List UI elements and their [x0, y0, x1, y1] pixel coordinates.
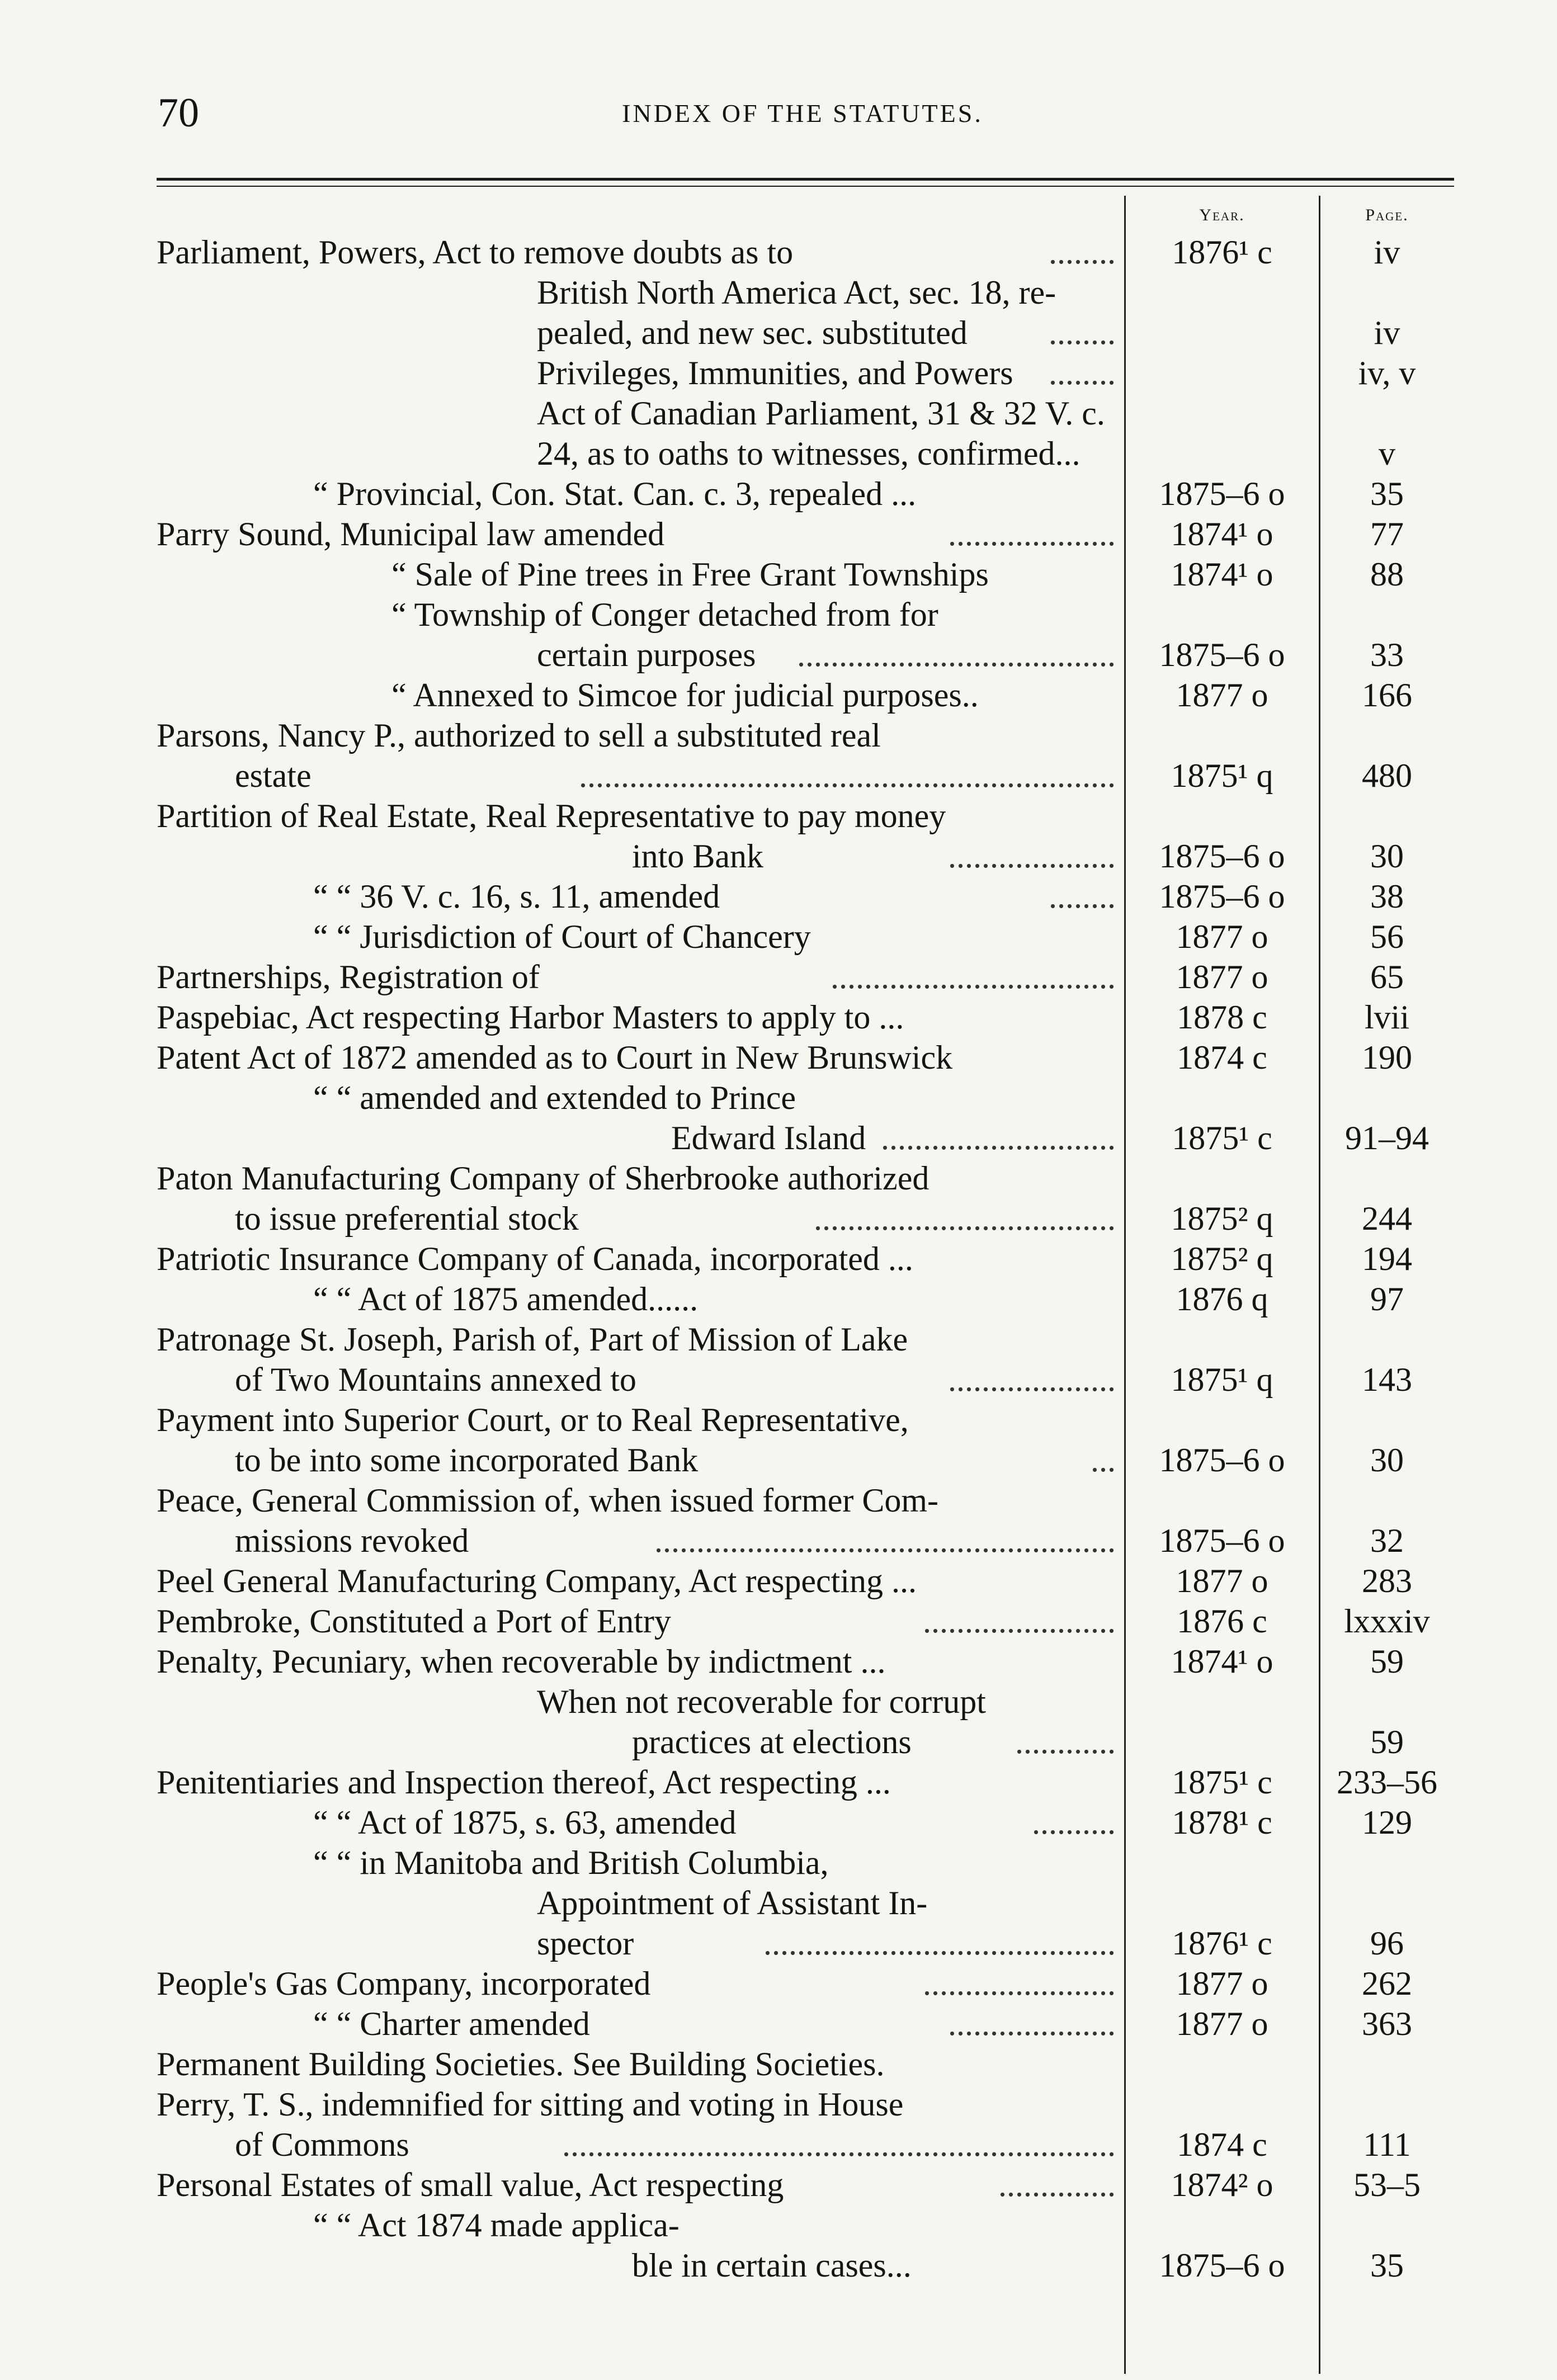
- leader-dots: ........: [1049, 234, 1116, 271]
- entry-subject: Privileges, Immunities, and Powers: [537, 355, 1013, 391]
- entry-page: 59: [1370, 1643, 1404, 1680]
- entry-subject: Paspebiac, Act respecting Harbor Masters to apply to ...: [157, 999, 904, 1036]
- leader-dots: ................................................................: [579, 757, 1116, 794]
- entry-year: 1878 c: [1177, 999, 1267, 1036]
- index-entry-row: [0, 474, 1557, 514]
- index-entry-row: [0, 393, 1557, 433]
- index-entry-row: [0, 1078, 1557, 1118]
- entry-page: 480: [1362, 757, 1412, 794]
- index-entry-row: [0, 1561, 1557, 1601]
- entry-subject: Appointment of Assistant In-: [537, 1885, 928, 1921]
- page-number: 70: [158, 90, 199, 136]
- entry-subject: People's Gas Company, incorporated: [157, 1965, 651, 2002]
- entry-year: 1874 c: [1177, 1039, 1267, 1076]
- leader-dots: ....................: [948, 516, 1116, 552]
- index-entry-row: [0, 1682, 1557, 1722]
- entry-subject: of Two Mountains annexed to: [235, 1361, 636, 1398]
- entry-page: lvii: [1364, 999, 1409, 1036]
- entry-page: 190: [1362, 1039, 1412, 1076]
- entry-subject: ble in certain cases...: [632, 2247, 912, 2284]
- entry-subject: into Bank: [632, 838, 763, 875]
- entry-subject: Penitentiaries and Inspection thereof, Act respecting ...: [157, 1764, 891, 1801]
- entry-page: 35: [1370, 475, 1404, 512]
- index-entry-row: [0, 1802, 1557, 1843]
- index-entry-row: [0, 1279, 1557, 1319]
- index-entry-row: [0, 594, 1557, 635]
- entry-page: 363: [1362, 2005, 1412, 2042]
- index-entry-row: [0, 1440, 1557, 1480]
- entry-year: 1874 c: [1177, 2126, 1267, 2163]
- index-entry-row: [0, 917, 1557, 957]
- index-entry-row: [0, 2245, 1557, 2285]
- entry-subject: practices at elections: [632, 1723, 912, 1760]
- index-entry-row: [0, 272, 1557, 313]
- entry-subject: Perry, T. S., indemnified for sitting and voting in House: [157, 2086, 904, 2123]
- entry-year: 1875² q: [1171, 1240, 1273, 1277]
- entry-year: 1877 o: [1176, 1965, 1268, 2002]
- index-entry-row: [0, 1319, 1557, 1359]
- entry-subject: certain purposes: [537, 636, 756, 673]
- entry-subject: “ “ Charter amended: [313, 2005, 590, 2042]
- index-entry-row: [0, 2004, 1557, 2044]
- entry-page: 233–56: [1337, 1764, 1437, 1801]
- index-entry-row: [0, 313, 1557, 353]
- leader-dots: ............................: [881, 1120, 1116, 1156]
- entry-page: 96: [1370, 1925, 1404, 1962]
- index-entry-row: [0, 1520, 1557, 1561]
- index-entry-row: [0, 1923, 1557, 1963]
- entry-subject: Permanent Building Societies. See Building Societies.: [157, 2046, 885, 2082]
- entry-page: iv, v: [1358, 355, 1416, 391]
- entry-year: 1877 o: [1176, 677, 1268, 714]
- entry-subject: “ Annexed to Simcoe for judicial purposes..: [391, 677, 979, 714]
- entry-subject: missions revoked: [235, 1522, 469, 1559]
- index-entry-row: [0, 1883, 1557, 1923]
- entry-subject: Act of Canadian Parliament, 31 & 32 V. c.: [537, 395, 1105, 432]
- leader-dots: ........: [1049, 355, 1116, 391]
- entry-year: 1875–6 o: [1159, 1442, 1285, 1479]
- entry-year: 1875–6 o: [1159, 878, 1285, 915]
- leader-dots: .......................: [923, 1603, 1116, 1640]
- entry-subject: Payment into Superior Court, or to Real Representative,: [157, 1401, 909, 1438]
- entry-page: 53–5: [1353, 2166, 1421, 2203]
- index-entry-row: [0, 232, 1557, 272]
- index-entry-row: [0, 1158, 1557, 1198]
- index-entry-row: [0, 1722, 1557, 1762]
- entry-subject: estate: [235, 757, 312, 794]
- column-header-page: Page.: [1365, 206, 1409, 224]
- entry-subject: Patriotic Insurance Company of Canada, incorporated ...: [157, 1240, 913, 1277]
- entry-subject: Pembroke, Constituted a Port of Entry: [157, 1603, 671, 1640]
- leader-dots: ....................: [948, 1361, 1116, 1398]
- entry-year: 1876 q: [1176, 1281, 1268, 1318]
- entry-page: v: [1379, 435, 1395, 472]
- index-entry-row: [0, 433, 1557, 474]
- entry-subject: “ Sale of Pine trees in Free Grant Townships: [391, 556, 989, 593]
- leader-dots: ........: [1049, 878, 1116, 915]
- entry-page: 59: [1370, 1723, 1404, 1760]
- entry-year: 1875¹ c: [1172, 1120, 1272, 1156]
- index-entry-row: [0, 1843, 1557, 1883]
- entry-year: 1877 o: [1176, 2005, 1268, 2042]
- entry-subject: to issue preferential stock: [235, 1200, 579, 1237]
- entry-year: 1876¹ c: [1172, 1925, 1272, 1962]
- index-entry-row: [0, 2044, 1557, 2084]
- header-rule: [157, 178, 1454, 181]
- entry-subject: When not recoverable for corrupt: [537, 1683, 986, 1720]
- entry-page: 97: [1370, 1281, 1404, 1318]
- index-entry-row: [0, 1400, 1557, 1440]
- entry-subject: Partition of Real Estate, Real Representative to pay money: [157, 797, 946, 834]
- index-entry-row: [0, 997, 1557, 1037]
- entry-subject: “ “ Jurisdiction of Court of Chancery: [313, 918, 811, 955]
- leader-dots: .......................................................: [654, 1522, 1116, 1559]
- entry-page: 56: [1370, 918, 1404, 955]
- entry-subject: “ “ Act of 1875 amended......: [313, 1281, 699, 1318]
- entry-subject: to be into some incorporated Bank: [235, 1442, 699, 1479]
- index-entry-row: [0, 514, 1557, 554]
- entry-page: 194: [1362, 1240, 1412, 1277]
- leader-dots: ..................................................................: [562, 2126, 1116, 2163]
- index-entry-row: [0, 1963, 1557, 2004]
- entry-subject: Edward Island: [671, 1120, 866, 1156]
- entry-page: 32: [1370, 1522, 1404, 1559]
- entry-year: 1874² o: [1171, 2166, 1273, 2203]
- entry-subject: Partnerships, Registration of: [157, 958, 540, 995]
- entry-year: 1877 o: [1176, 958, 1268, 995]
- entry-page: 91–94: [1345, 1120, 1429, 1156]
- entry-subject: “ Township of Conger detached from for: [391, 596, 938, 633]
- index-entry-row: [0, 876, 1557, 917]
- entry-page: 88: [1370, 556, 1404, 593]
- entry-page: iv: [1374, 314, 1400, 351]
- entry-year: 1875–6 o: [1159, 1522, 1285, 1559]
- entry-subject: Patent Act of 1872 amended as to Court in New Brunswick: [157, 1039, 953, 1076]
- entry-year: 1877 o: [1176, 918, 1268, 955]
- entry-subject: Penalty, Pecuniary, when recoverable by indictment ...: [157, 1643, 886, 1680]
- entry-year: 1874¹ o: [1171, 516, 1273, 552]
- entry-year: 1875–6 o: [1159, 636, 1285, 673]
- entry-year: 1875¹ q: [1171, 1361, 1273, 1398]
- entry-subject: Personal Estates of small value, Act respecting: [157, 2166, 784, 2203]
- entry-page: 143: [1362, 1361, 1412, 1398]
- leader-dots: ......................................: [797, 636, 1116, 673]
- index-entries: [0, 232, 1557, 2285]
- leader-dots: ....................: [948, 2005, 1116, 2042]
- index-entry-row: [0, 2165, 1557, 2205]
- entry-subject: “ Provincial, Con. Stat. Can. c. 3, repealed ...: [313, 475, 917, 512]
- entry-subject: “ “ Act of 1875, s. 63, amended: [313, 1804, 737, 1841]
- index-entry-row: [0, 957, 1557, 997]
- entry-subject: Parry Sound, Municipal law amended: [157, 516, 665, 552]
- index-entry-row: [0, 353, 1557, 393]
- running-title: INDEX OF THE STATUTES.: [622, 99, 983, 128]
- index-entry-row: [0, 1118, 1557, 1158]
- entry-page: 33: [1370, 636, 1404, 673]
- index-entry-row: [0, 715, 1557, 755]
- leader-dots: ........: [1049, 314, 1116, 351]
- index-entry-row: [0, 1239, 1557, 1279]
- entry-page: 77: [1370, 516, 1404, 552]
- entry-page: 129: [1362, 1804, 1412, 1841]
- entry-year: 1875–6 o: [1159, 2247, 1285, 2284]
- entry-year: 1874¹ o: [1171, 556, 1273, 593]
- index-entry-row: [0, 2084, 1557, 2124]
- entry-year: 1876 c: [1177, 1603, 1267, 1640]
- entry-subject: “ “ in Manitoba and British Columbia,: [313, 1844, 829, 1881]
- index-entry-row: [0, 755, 1557, 796]
- entry-year: 1877 o: [1176, 1562, 1268, 1599]
- entry-year: 1874¹ o: [1171, 1643, 1273, 1680]
- index-entry-row: [0, 1037, 1557, 1078]
- index-entry-row: [0, 675, 1557, 715]
- entry-subject: of Commons: [235, 2126, 409, 2163]
- column-header-year: Year.: [1199, 206, 1245, 224]
- entry-year: 1875–6 o: [1159, 475, 1285, 512]
- index-entry-row: [0, 554, 1557, 594]
- entry-subject: Paton Manufacturing Company of Sherbrooke authorized: [157, 1160, 930, 1197]
- entry-page: 283: [1362, 1562, 1412, 1599]
- leader-dots: ............: [1015, 1723, 1116, 1760]
- entry-year: 1878¹ c: [1172, 1804, 1272, 1841]
- entry-page: 65: [1370, 958, 1404, 995]
- entry-year: 1875–6 o: [1159, 838, 1285, 875]
- entry-subject: “ “ amended and extended to Prince: [313, 1079, 796, 1116]
- entry-page: 262: [1362, 1965, 1412, 2002]
- entry-subject: “ “ 36 V. c. 16, s. 11, amended: [313, 878, 720, 915]
- entry-subject: spector: [537, 1925, 634, 1962]
- entry-subject: “ “ Act 1874 made applica-: [313, 2207, 680, 2244]
- index-entry-row: [0, 1198, 1557, 1239]
- leader-dots: ..................................: [831, 958, 1116, 995]
- entry-page: 30: [1370, 838, 1404, 875]
- index-entry-row: [0, 1641, 1557, 1682]
- header-rule-thin: [157, 186, 1454, 187]
- index-entry-row: [0, 2205, 1557, 2245]
- entry-subject: 24, as to oaths to witnesses, confirmed...: [537, 435, 1081, 472]
- index-entry-row: [0, 1762, 1557, 1802]
- entry-subject: Peel General Manufacturing Company, Act respecting ...: [157, 1562, 917, 1599]
- index-entry-row: [0, 1359, 1557, 1400]
- index-entry-row: [0, 2124, 1557, 2165]
- index-entry-row: [0, 635, 1557, 675]
- leader-dots: ....................................: [814, 1200, 1116, 1237]
- entry-subject: Patronage St. Joseph, Parish of, Part of Mission of Lake: [157, 1321, 908, 1358]
- index-entry-row: [0, 796, 1557, 836]
- entry-page: 35: [1370, 2247, 1404, 2284]
- entry-subject: Peace, General Commission of, when issued former Com-: [157, 1482, 939, 1519]
- entry-year: 1876¹ c: [1172, 234, 1272, 271]
- page-header: [151, 89, 1454, 140]
- index-entry-row: [0, 836, 1557, 876]
- leader-dots: ..............: [998, 2166, 1116, 2203]
- leader-dots: ....................: [948, 838, 1116, 875]
- leader-dots: ..........................................: [763, 1925, 1116, 1962]
- leader-dots: ...: [1091, 1442, 1116, 1479]
- entry-page: 244: [1362, 1200, 1412, 1237]
- entry-subject: British North America Act, sec. 18, re-: [537, 274, 1056, 311]
- entry-page: 30: [1370, 1442, 1404, 1479]
- entry-year: 1875² q: [1171, 1200, 1273, 1237]
- entry-page: 111: [1363, 2126, 1411, 2163]
- entry-page: iv: [1374, 234, 1400, 271]
- index-entry-row: [0, 1601, 1557, 1641]
- entry-year: 1875¹ q: [1171, 757, 1273, 794]
- entry-subject: Parsons, Nancy P., authorized to sell a substituted real: [157, 717, 881, 754]
- entry-page: 166: [1362, 677, 1412, 714]
- index-entry-row: [0, 1480, 1557, 1520]
- entry-page: lxxxiv: [1344, 1603, 1430, 1640]
- entry-subject: Parliament, Powers, Act to remove doubts as to: [157, 234, 794, 271]
- entry-subject: pealed, and new sec. substituted: [537, 314, 968, 351]
- entry-year: 1875¹ c: [1172, 1764, 1272, 1801]
- entry-page: 38: [1370, 878, 1404, 915]
- leader-dots: ..........: [1032, 1804, 1116, 1841]
- leader-dots: .......................: [923, 1965, 1116, 2002]
